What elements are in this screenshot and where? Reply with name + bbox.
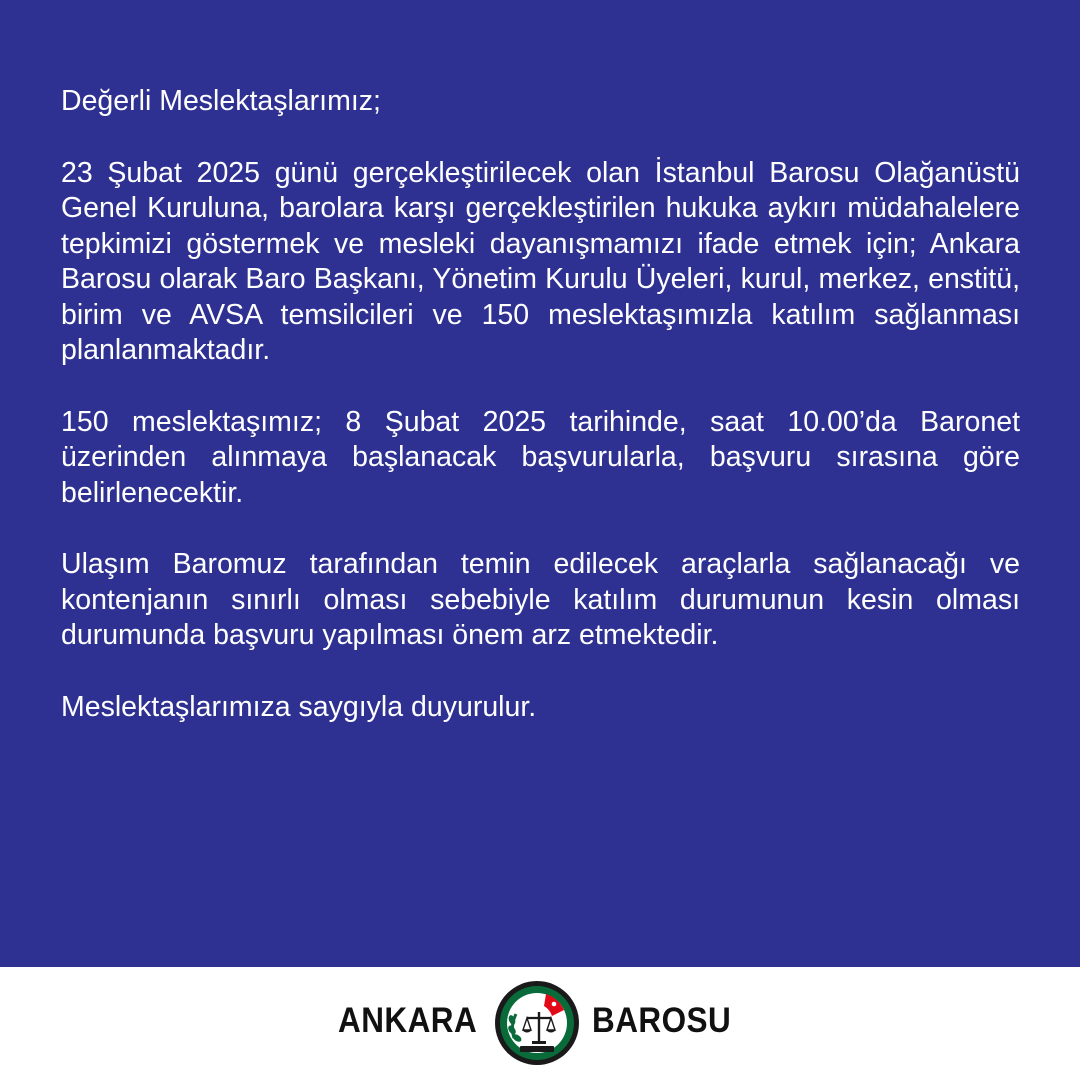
ankara-barosu-seal-icon	[494, 980, 580, 1066]
paragraph-participation: 23 Şubat 2025 günü gerçekleştirilecek olan İstanbul Barosu Olağanüstü Genel Kuruluna, barolara karşı gerçekleştirilen hukuka aykırı müdahalelere tepkimizi göstermek ve mesleki dayanışmamızı ifade etmek için; Ankara Barosu olarak Baro Başkanı, Yönetim Kurulu Üyeleri, kurul, merkez, enstitü, birim ve AVSA temsilcileri ve 150 meslektaşımızla katılım sağlanması planlanmaktadır.	[61, 156, 1020, 366]
paragraph-transport: Ulaşım Baromuz tarafından temin edilecek araçlarla sağlanacağı ve kontenjanın sınırlı olması sebebiyle katılım durumunun kesin olması durumunda başvuru yapılması önem arz etmektedir.	[61, 548, 1020, 651]
brand-name-right: BAROSU	[592, 1001, 732, 1040]
paragraph-application: 150 meslektaşımız; 8 Şubat 2025 tarihinde, saat 10.00’da Baronet üzerinden alınmaya başlanacak başvurularla, başvuru sırasına göre belirlenecektir.	[61, 405, 1020, 509]
closing-line: Meslektaşlarımıza saygıyla duyurulur.	[61, 690, 537, 723]
brand-name-left: ANKARA	[338, 1001, 478, 1040]
greeting: Değerli Meslektaşlarımız;	[61, 85, 381, 117]
footer	[0, 967, 1080, 1080]
